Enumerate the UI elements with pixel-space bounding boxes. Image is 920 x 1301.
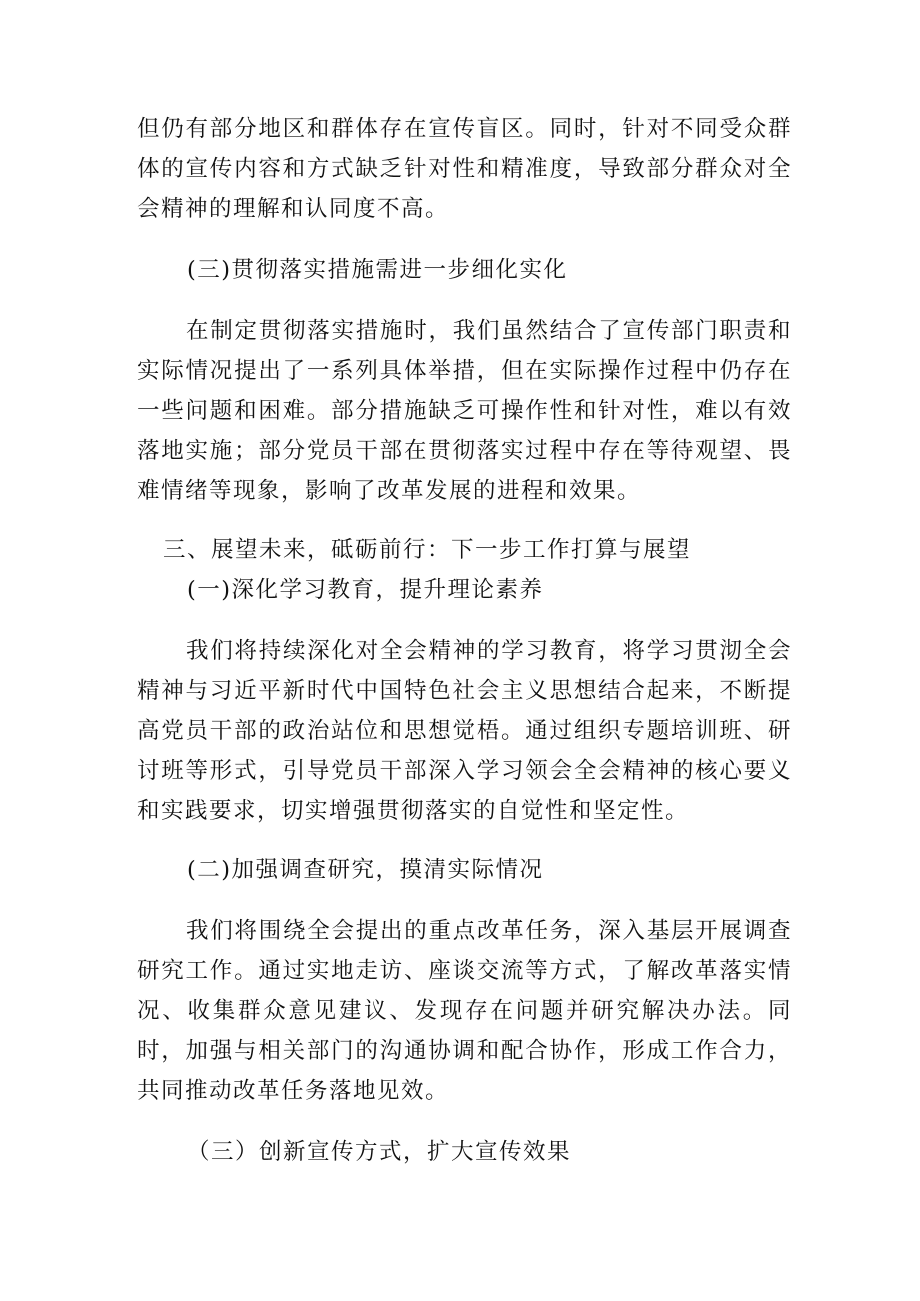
subheading-implementation-measures: (三)贯彻落实措施需进一步细化实化 (187, 257, 568, 283)
paragraph-study-education: 我们将持续深化对全会精神的学习教育，将学习贯沏全会精神与习近平新时代中国特色社会主义思想结合起来，不断提高党员干部的政治站位和思想觉梧。通过组织专题培训班、研讨班等形式，引导党员干部深入学习领会全会精神的核心要义和实践要求，切实增强贯彻落实的自觉性和坚定性。 (137, 638, 792, 824)
subheading-study-education: (一)深化学习教育，提升理论素养 (187, 577, 544, 603)
subheading-research: (二)加强调查研究，摸清实际情况 (187, 857, 544, 883)
paragraph-continued: 但仍有部分地区和群体存在宣传盲区。同时，针对不同受众群体的宣传内容和方式缺乏针对性和精准度，导致部分群众对全会精神的理解和认同度不高。 (137, 116, 792, 222)
subheading-publicity: （三）创新宣传方式，扩大宣传效果 (187, 1139, 572, 1165)
paragraph-research: 我们将围绕全会提出的重点改革任务，深入基层开展调查研究工作。通过实地走访、座谈交流等方式，了解改革落实情况、收集群众意见建议、发现存在问题并研究解决办法。同时，加强与相关部门的沟通协调和配合协作，形成工作合力，共同推动改革任务落地见效。 (137, 918, 792, 1104)
section-heading-outlook: 三、展望未来，砥砺前行：下一步工作打算与展望 (163, 537, 692, 563)
paragraph-implementation-measures: 在制定贯彻落实措施时，我们虽然结合了宣传部门职责和实际情况提出了一系列具体举措，但在实际操作过程中仍存在一些问题和困难。部分措施缺乏可操作性和针对性，难以有效落地实施；部分党员干部在贯彻落实过程中存在等待观望、畏难情绪等现象，影响了改革发展的进程和效果。 (137, 318, 792, 504)
